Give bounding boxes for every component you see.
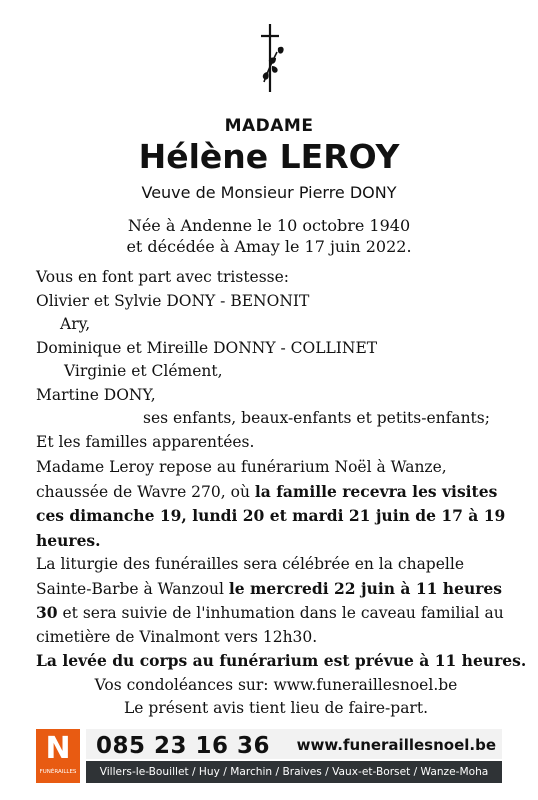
family-line: Olivier et Sylvie DONY - BENONIT <box>36 291 310 310</box>
family-line: Et les familles apparentées. <box>36 432 255 451</box>
dates-block <box>0 215 538 257</box>
visitation-paragraph: Madame Leroy repose au funérarium Noël à Wanze, chaussée de Wavre 270, où la famille recevra les visites ces dimanche 19, lundi 20 et mardi 21 juin de 17 à 19 heures. <box>36 458 506 550</box>
death-line: et décédée à Amay le 17 juin 2022. <box>126 237 412 256</box>
family-intro: Vous en font part avec tristesse: <box>36 268 290 286</box>
deceased-name: Hélène LEROY <box>138 137 400 176</box>
spouse-line: Veuve de Monsieur Pierre DONY <box>141 183 397 202</box>
family-line: Martine DONY, <box>36 385 156 404</box>
liturgy-paragraph: La liturgie des funérailles sera célébrée en la chapelle Sainte-Barbe à Wanzoul le mercredi 22 juin à 11 heures 30 et sera suivie de l'inhumation dans le caveau familial au cimetière de Vinalmont vers 12h30. <box>36 555 504 646</box>
notice-body <box>36 266 527 721</box>
family-line: Virginie et Clément, <box>64 362 223 380</box>
condolences-line: Vos condoléances sur: www.funeraillesnoel.be <box>94 675 458 694</box>
phone-number[interactable]: 085 23 16 36 <box>96 733 271 759</box>
family-line: ses enfants, beaux-enfants et petits-enfants; <box>143 409 490 427</box>
title-prefix: MADAME <box>224 116 314 136</box>
family-line: Dominique et Mireille DONNY - COLLINET <box>36 338 378 357</box>
notice-line: Le présent avis tient lieu de faire-part. <box>124 699 428 717</box>
family-line: Ary, <box>60 315 91 333</box>
locations-strip: Villers-le-Bouillet / Huy / Marchin / Braives / Vaux-et-Borset / Wanze-Moha <box>86 761 502 783</box>
cross-with-flower-icon <box>250 22 290 94</box>
funeral-home-logo: N FUNÉRAILLES <box>36 729 80 783</box>
website-link[interactable]: www.funeraillesnoel.be <box>296 736 496 754</box>
birth-line: Née à Andenne le 10 octobre 1940 <box>127 216 411 235</box>
funeral-home-banner <box>36 729 502 783</box>
departure-line: La levée du corps au funérarium est prévue à 11 heures. <box>36 651 527 670</box>
